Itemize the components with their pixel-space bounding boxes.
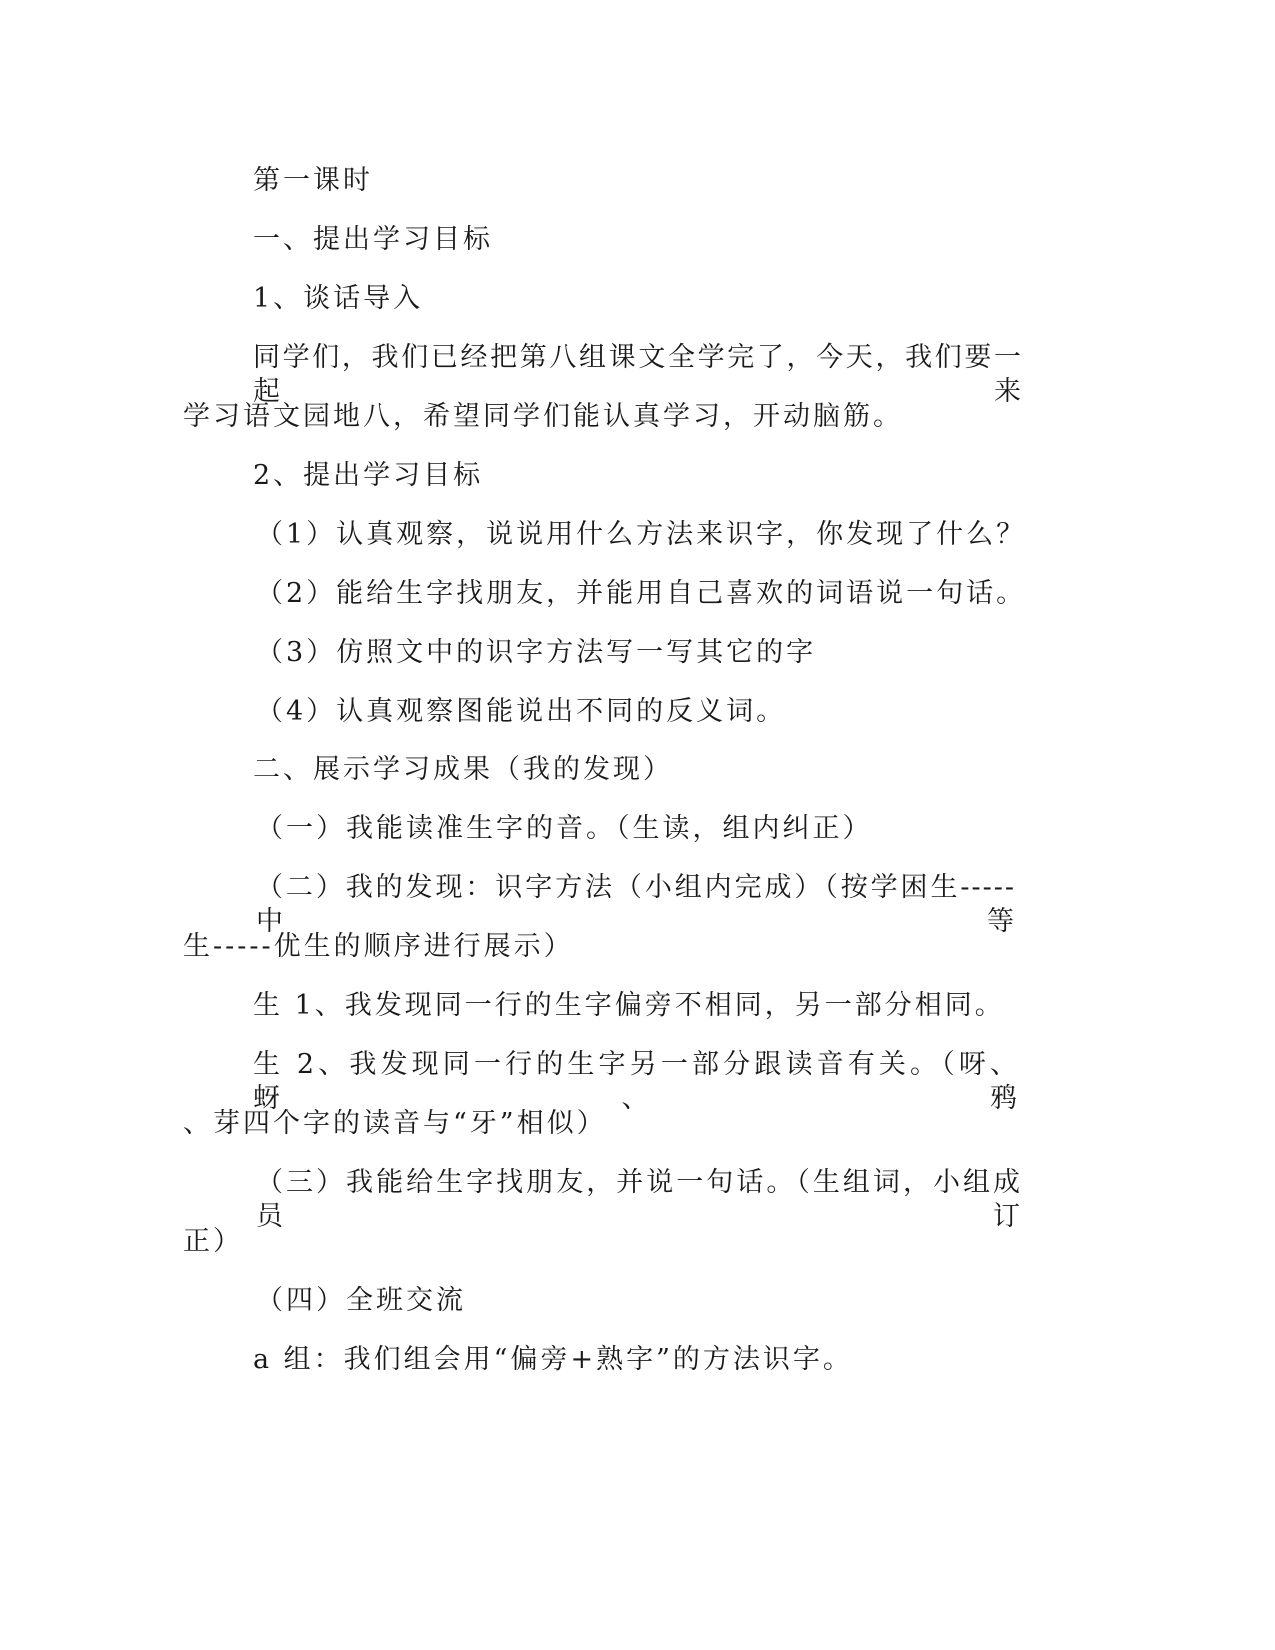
subsection-intro: 1、谈话导入 bbox=[253, 283, 424, 314]
student-finding: 生 2、我发现同一行的生字另一部分跟读音有关。（呀、蚜、鸦 bbox=[253, 1049, 1019, 1114]
group-statement: a 组：我们组会用“偏旁+熟字”的方法识字。 bbox=[253, 1344, 853, 1375]
paragraph-line: 、芽四个字的读音与“牙”相似） bbox=[183, 1108, 607, 1139]
paragraph-line: 学习语文园地八，希望同学们能认真学习，开动脑筋。 bbox=[183, 401, 903, 432]
student-finding: 生 1、我发现同一行的生字偏旁不相同，另一部分相同。 bbox=[253, 990, 1005, 1021]
section-heading-goals: 一、提出学习目标 bbox=[253, 224, 493, 255]
goal-item: （2）能给生字找朋友，并能用自己喜欢的词语说一句话。 bbox=[256, 578, 1027, 609]
lesson-period-heading: 第一课时 bbox=[253, 165, 373, 196]
section-heading-results: 二、展示学习成果（我的发现） bbox=[253, 754, 673, 785]
paragraph-line: 生-----优生的顺序进行展示） bbox=[183, 931, 574, 962]
paragraph-line: （二）我的发现：识字方法（小组内完成）（按学困生-----中等 bbox=[256, 872, 1016, 937]
subsection-goals: 2、提出学习目标 bbox=[253, 460, 484, 491]
paragraph-line: 同学们，我们已经把第八组课文全学完了，今天，我们要一起来 bbox=[253, 342, 1023, 407]
paragraph-line: 正） bbox=[183, 1226, 243, 1257]
goal-item: （1）认真观察，说说用什么方法来识字，你发现了什么？ bbox=[256, 519, 1027, 550]
result-item: （一）我能读准生字的音。（生读，组内纠正） bbox=[256, 813, 873, 844]
goal-item: （3）仿照文中的识字方法写一写其它的字 bbox=[256, 637, 817, 668]
result-item: （四）全班交流 bbox=[256, 1285, 466, 1316]
goal-item: （4）认真观察图能说出不同的反义词。 bbox=[256, 696, 787, 727]
result-item: （三）我能给生字找朋友，并说一句话。（生组词，小组成员订 bbox=[256, 1167, 1022, 1232]
